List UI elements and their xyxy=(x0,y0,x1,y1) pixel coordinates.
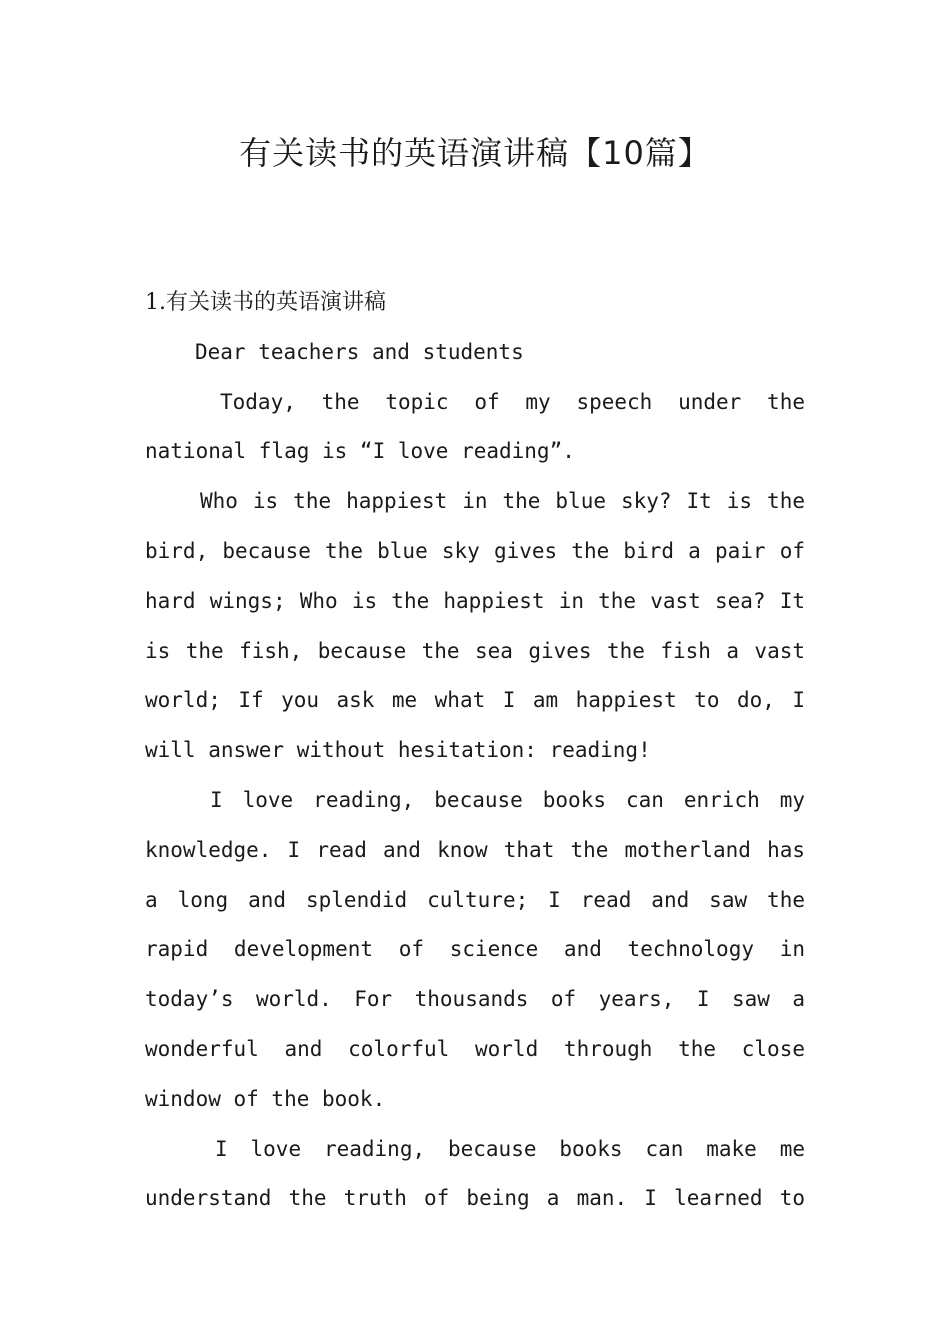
text-line: knowledge. I read and know that the motherland has xyxy=(145,837,805,862)
text-line: national flag is “I love reading”. xyxy=(145,439,575,464)
text-line: I love reading, because books can make me xyxy=(215,1136,805,1161)
text-line: window of the book. xyxy=(145,1086,386,1111)
section-heading: 1.有关读书的英语演讲稿 xyxy=(145,290,386,315)
text-line: a long and splendid culture; I read and saw the xyxy=(145,887,805,912)
document-title: 有关读书的英语演讲稿【10篇】 xyxy=(239,134,711,172)
text-line: wonderful and colorful world through the close xyxy=(145,1036,805,1061)
text-line: rapid development of science and technology in xyxy=(145,937,805,962)
text-line: Who is the happiest in the blue sky? It is the xyxy=(200,489,805,514)
text-line: Dear teachers and students xyxy=(195,339,524,364)
text-line: hard wings; Who is the happiest in the vast sea? It xyxy=(145,588,805,613)
text-line: I love reading, because books can enrich my xyxy=(210,787,805,812)
document-body xyxy=(145,278,805,1224)
text-line: world; If you ask me what I am happiest to do, I xyxy=(145,688,805,713)
text-line: will answer without hesitation: reading! xyxy=(145,738,651,763)
text-line: Today, the topic of my speech under the xyxy=(220,389,805,414)
text-line: today’s world. For thousands of years, I saw a xyxy=(145,987,805,1012)
text-line: is the fish, because the sea gives the fish a vast xyxy=(145,638,805,663)
text-line: bird, because the blue sky gives the bird a pair of xyxy=(145,538,805,563)
text-line: understand the truth of being a man. I learned to xyxy=(145,1186,805,1211)
speech-text xyxy=(145,328,805,1224)
